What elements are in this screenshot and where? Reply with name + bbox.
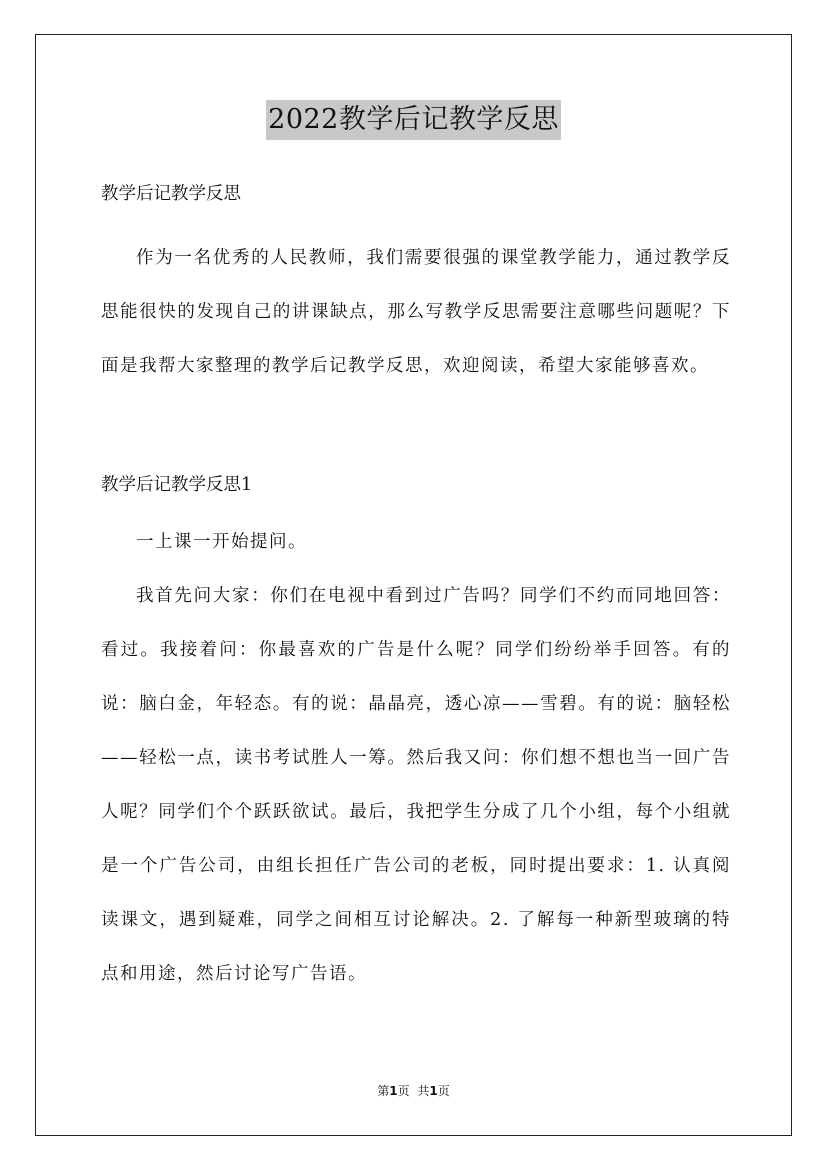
- paragraph-1: 一上课一开始提问。: [136, 532, 307, 552]
- document-title: 2022教学后记教学反思: [266, 100, 561, 140]
- page-number: 1: [389, 1084, 398, 1098]
- document-body: [101, 174, 731, 1001]
- page-footer: [0, 1082, 827, 1099]
- intro-paragraph: 作为一名优秀的人民教师，我们需要很强的课堂教学能力，通过教学反思能很快的发现自己的讲课缺点，那么写教学反思需要注意哪些问题呢？下面是我帮大家整理的教学后记教学反思，欢迎阅读，希望大家能够喜欢。: [101, 248, 731, 376]
- section-heading: 教学后记教学反思: [101, 184, 241, 204]
- subsection-heading: 教学后记教学反思1: [101, 475, 253, 495]
- page-suffix: 页: [397, 1084, 410, 1098]
- title-container: [0, 100, 827, 140]
- total-suffix: 页: [437, 1084, 450, 1098]
- total-prefix: 共: [417, 1084, 430, 1098]
- total-pages: 1: [429, 1084, 438, 1098]
- paragraph-2: 我首先问大家：你们在电视中看到过广告吗？同学们不约而同地回答：看过。我接着问：你最喜欢的广告是什么呢？同学们纷纷举手回答。有的说：脑白金，年轻态。有的说：晶晶亮，透心凉——雪碧。有的说：脑轻松——轻松一点，读书考试胜人一筹。然后我又问：你们想不想也当一回广告人呢？同学们个个跃跃欲试。最后，我把学生分成了几个小组，每个小组就是一个广告公司，由组长担任广告公司的老板，同时提出要求：1. 认真阅读课文，遇到疑难，同学之间相互讨论解决。2. 了解每一种新型玻璃的特点和用途，然后讨论写广告语。: [101, 586, 731, 984]
- page-prefix: 第: [377, 1084, 390, 1098]
